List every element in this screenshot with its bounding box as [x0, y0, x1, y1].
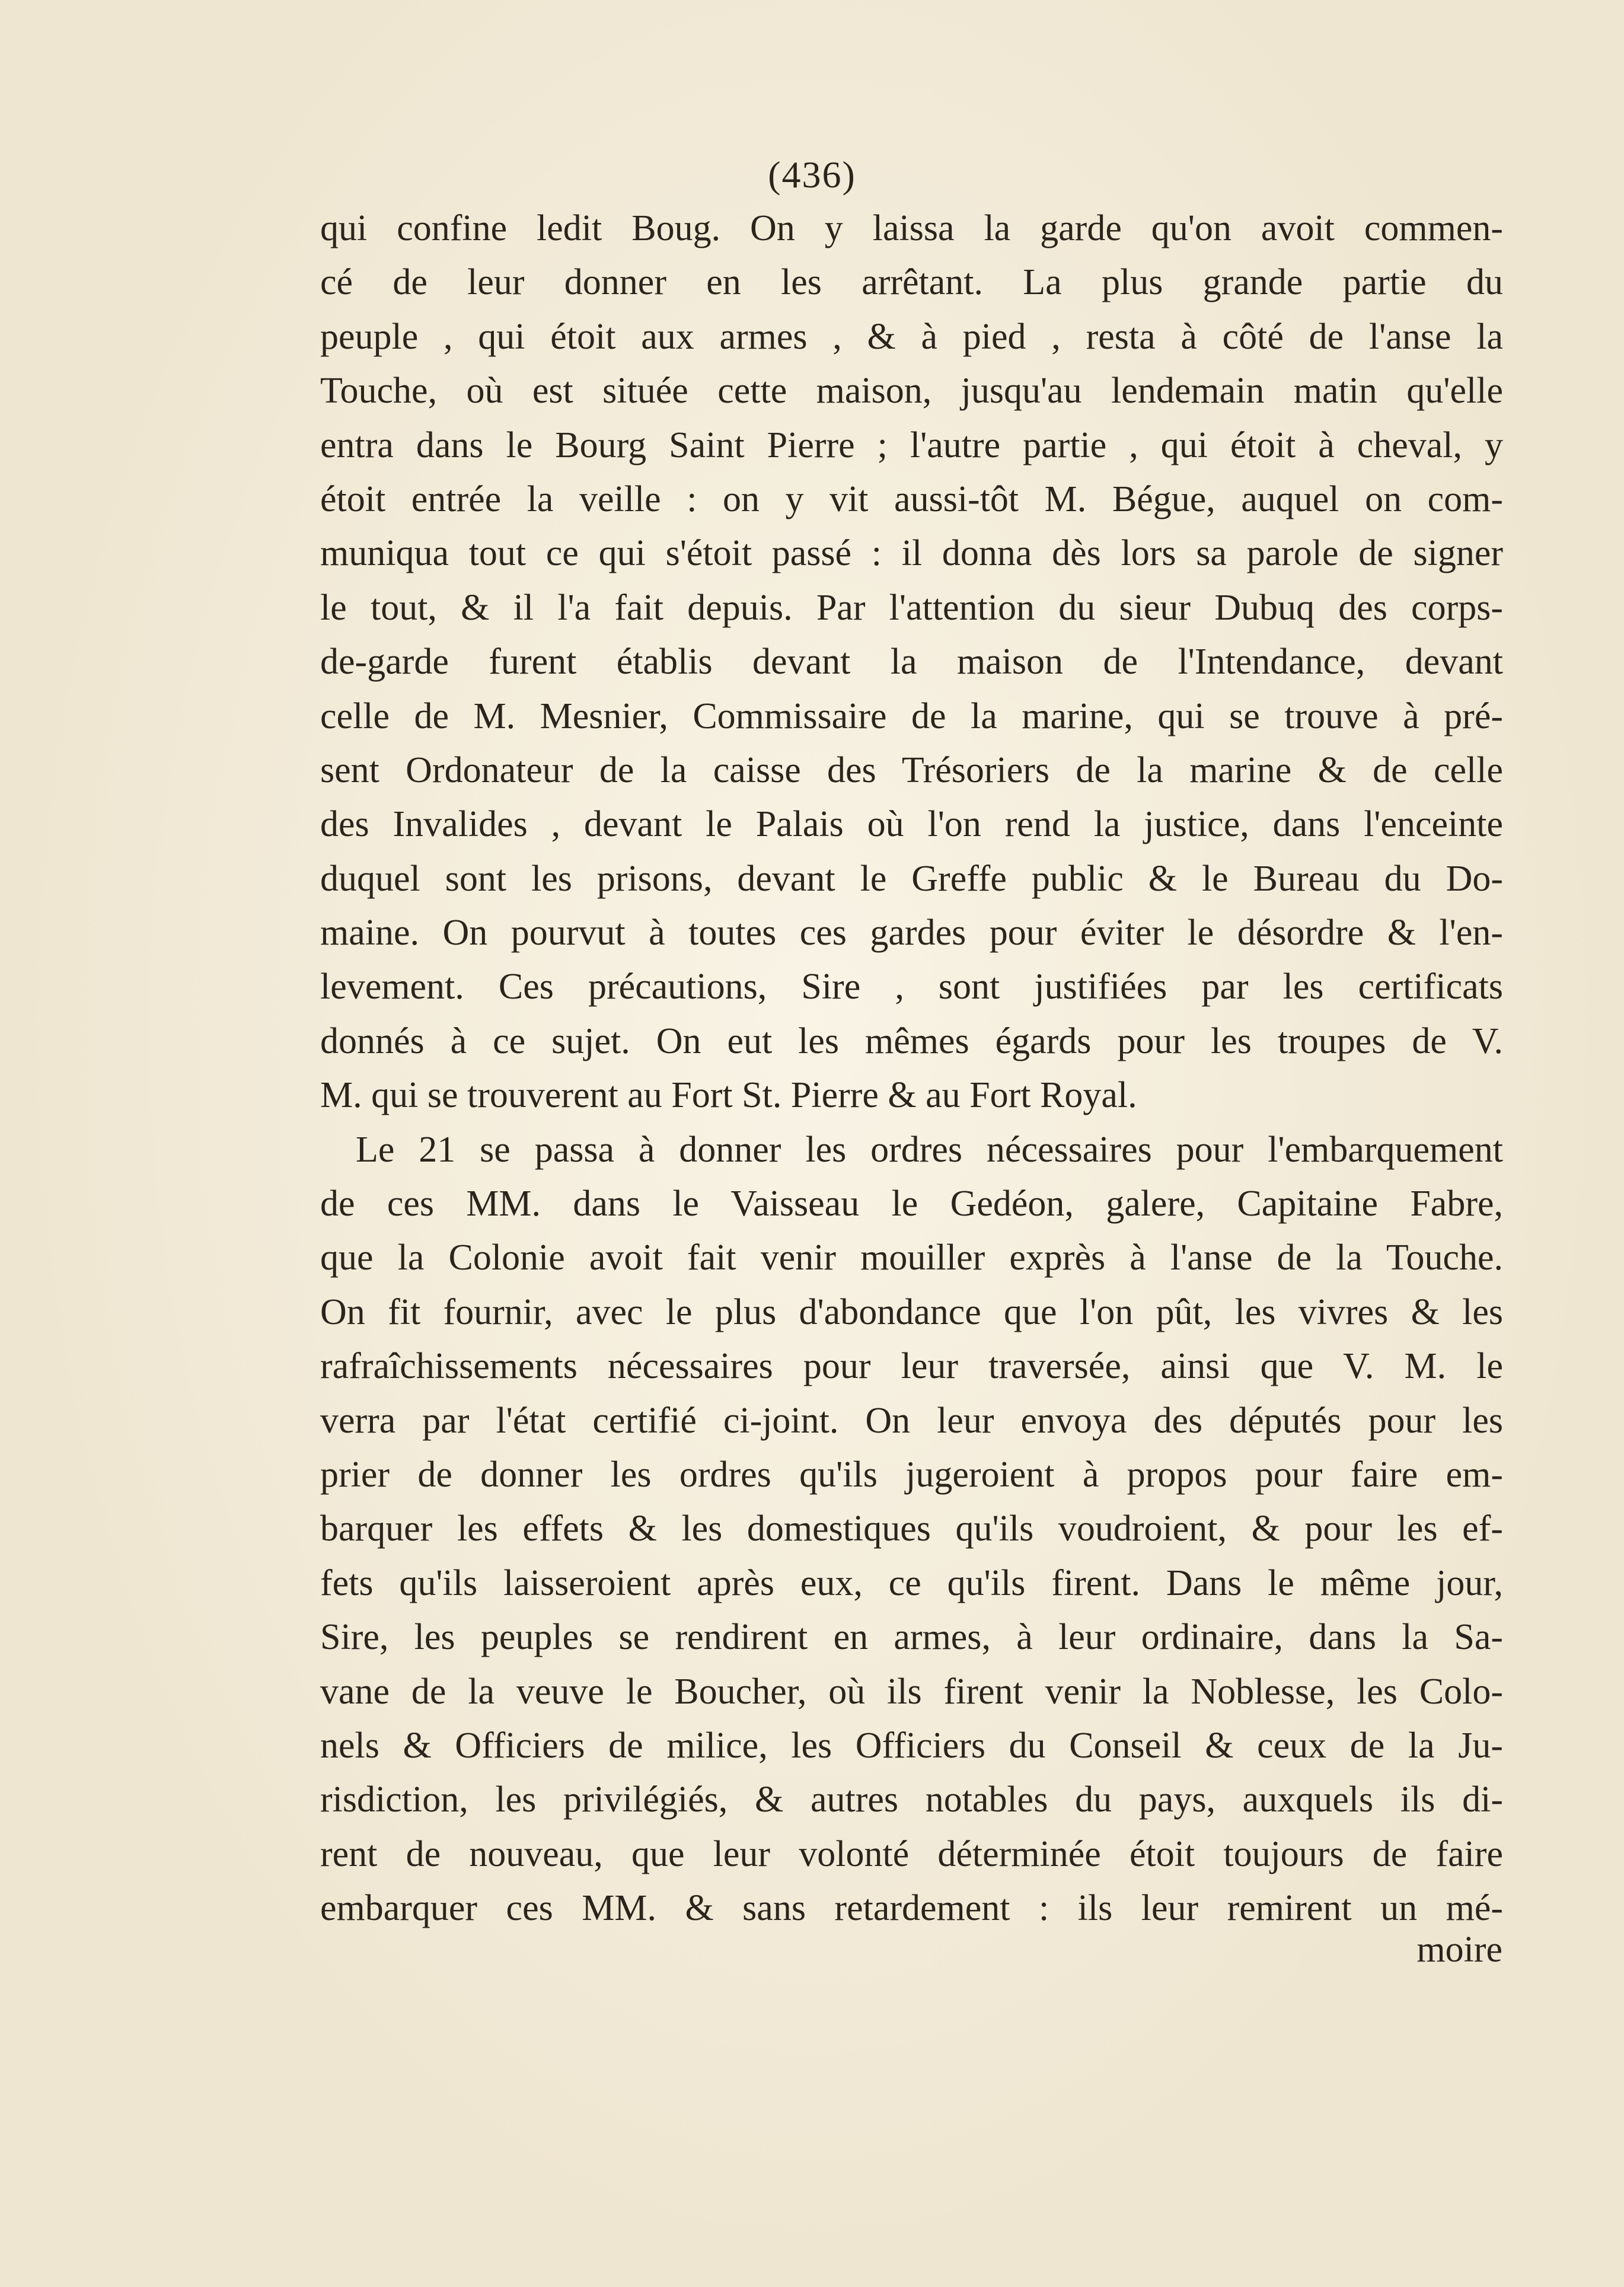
text-line: celle de M. Mesnier, Commissaire de la marine, qui se trouve à pré- — [320, 696, 1503, 736]
body-text — [320, 202, 1503, 1936]
text-line: que la Colonie avoit fait venir mouiller exprès à l'anse de la Touche. — [320, 1237, 1503, 1278]
text-line: muniqua tout ce qui s'étoit passé : il donna dès lors sa parole de signer — [320, 533, 1503, 574]
text-line: donnés à ce sujet. On eut les mêmes égards pour les troupes de V. — [320, 1020, 1503, 1061]
text-line: le tout, & il l'a fait depuis. Par l'attention du sieur Dubuq des corps- — [320, 587, 1503, 628]
catchword: moire — [1416, 1929, 1502, 1970]
text-line: duquel sont les prisons, devant le Greffe public & le Bureau du Do- — [320, 858, 1503, 899]
text-line: On fit fournir, avec le plus d'abondance que l'on pût, les vivres & les — [320, 1291, 1503, 1332]
text-line: barquer les effets & les domestiques qu'ils voudroient, & pour les ef- — [320, 1508, 1503, 1549]
text-line: prier de donner les ordres qu'ils jugeroient à propos pour faire em- — [320, 1454, 1503, 1495]
text-line: des Invalides , devant le Palais où l'on rend la justice, dans l'enceinte — [320, 804, 1503, 845]
text-line: Le 21 se passa à donner les ordres nécessaires pour l'embarquement — [356, 1129, 1503, 1170]
text-line: nels & Officiers de milice, les Officiers du Conseil & ceux de la Ju- — [320, 1725, 1503, 1766]
text-line: risdiction, les privilégiés, & autres notables du pays, auxquels ils di- — [320, 1779, 1503, 1820]
text-line: cé de leur donner en les arrêtant. La plus grande partie du — [320, 262, 1503, 303]
text-line: embarquer ces MM. & sans retardement : ils leur remirent un mé- — [320, 1888, 1503, 1929]
text-line: qui confine ledit Boug. On y laissa la garde qu'on avoit commen- — [320, 208, 1503, 248]
text-line: vane de la veuve le Boucher, où ils firent venir la Noblesse, les Colo- — [320, 1671, 1503, 1712]
text-line: fets qu'ils laisseroient après eux, ce qu'ils firent. Dans le même jour, — [320, 1562, 1503, 1603]
text-line: Sire, les peuples se rendirent en armes, à leur ordinaire, dans la Sa- — [320, 1617, 1503, 1658]
text-line: sent Ordonateur de la caisse des Trésoriers de la marine & de celle — [320, 749, 1503, 790]
text-line: de-garde furent établis devant la maison de l'Intendance, devant — [320, 642, 1503, 682]
text-line: levement. Ces précautions, Sire , sont justifiées par les certificats — [320, 967, 1503, 1007]
text-line: M. qui se trouverent au Fort St. Pierre & au Fort Royal. — [320, 1075, 1137, 1116]
text-line: peuple , qui étoit aux armes , & à pied , resta à côté de l'anse la — [320, 316, 1503, 357]
text-line: entra dans le Bourg Saint Pierre ; l'autre partie , qui étoit à cheval, y — [320, 425, 1503, 465]
page-number: (436) — [768, 154, 856, 196]
text-line: rafraîchissements nécessaires pour leur traversée, ainsi que V. M. le — [320, 1346, 1503, 1387]
text-line: Touche, où est située cette maison, jusqu'au lendemain matin qu'elle — [320, 371, 1503, 412]
text-line: étoit entrée la veille : on y vit aussi-tôt M. Bégue, auquel on com- — [320, 479, 1503, 519]
text-line: maine. On pourvut à toutes ces gardes pour éviter le désordre & l'en- — [320, 913, 1503, 953]
text-line: de ces MM. dans le Vaisseau le Gedéon, galere, Capitaine Fabre, — [320, 1184, 1503, 1224]
text-line: verra par l'état certifié ci-joint. On leur envoya des députés pour les — [320, 1400, 1503, 1441]
text-line: rent de nouveau, que leur volonté déterminée étoit toujours de faire — [320, 1833, 1503, 1874]
